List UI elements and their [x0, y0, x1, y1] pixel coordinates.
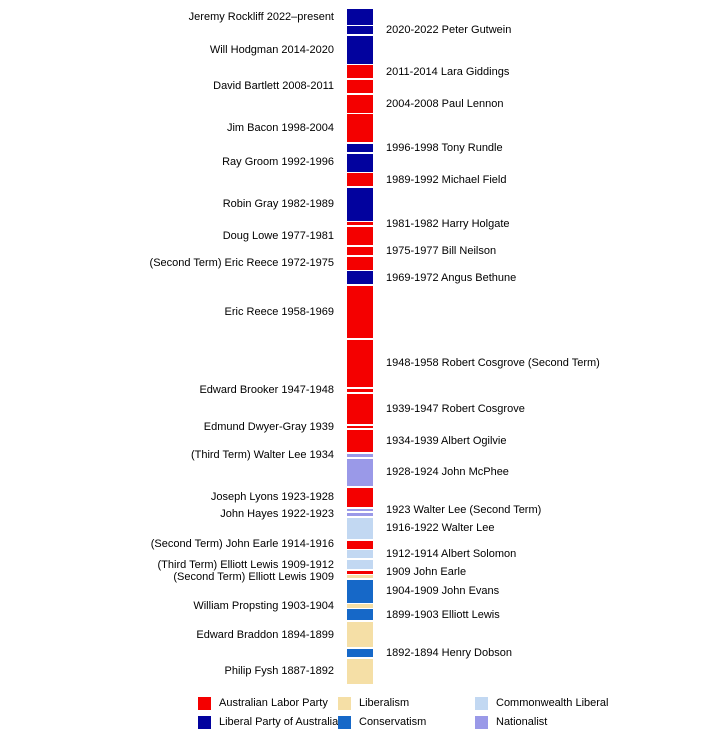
timeline-segment — [347, 571, 373, 574]
segment-label-right: 1899-1903 Elliott Lewis — [386, 608, 500, 621]
legend-swatch-nationalist — [475, 716, 488, 729]
segment-label-left: Jeremy Rockliff 2022–present — [188, 10, 334, 23]
timeline-segment — [347, 541, 373, 549]
segment-label-right: 1948-1958 Robert Cosgrove (Second Term) — [386, 357, 600, 370]
timeline-segment — [347, 188, 373, 221]
segment-label-left: William Propsting 1903-1904 — [193, 599, 334, 612]
segment-label-left: Robin Gray 1982-1989 — [222, 198, 334, 210]
timeline-segment — [347, 604, 373, 607]
segment-label-right: 1928-1924 John McPhee — [386, 466, 509, 479]
timeline-segment — [347, 389, 373, 392]
timeline-segment — [347, 9, 373, 25]
segment-label-right: 1975-1977 Bill Neilson — [386, 244, 497, 257]
segment-label-left: David Bartlett 2008-2011 — [213, 80, 334, 93]
timeline-segment — [347, 454, 373, 457]
timeline-segment — [347, 659, 373, 684]
timeline-segment — [347, 257, 373, 270]
segment-label-right: 1989-1992 Michael Field — [386, 173, 507, 186]
segment-label-right: 1969-1972 Angus Bethune — [386, 271, 517, 284]
timeline-segment — [347, 36, 373, 64]
timeline-segment — [347, 430, 373, 452]
segment-label-right: 1904-1909 John Evans — [386, 585, 500, 598]
timeline-segment — [347, 488, 373, 507]
timeline-segment — [347, 80, 373, 93]
timeline-segment — [347, 173, 373, 186]
timeline-segment — [347, 222, 373, 225]
segment-label-right: 1909 John Earle — [386, 566, 467, 579]
timeline-segment — [347, 560, 373, 569]
segment-label-left: Edward Brooker 1947-1948 — [199, 384, 334, 397]
segment-label-left: (Third Term) Walter Lee 1934 — [190, 449, 334, 462]
timeline-segment — [347, 426, 373, 429]
segment-label-left: Philip Fysh 1887-1892 — [224, 665, 334, 677]
segment-label-right: 2004-2008 Paul Lennon — [386, 97, 504, 110]
segment-label-left: (Third Term) Elliott Lewis 1909-1912 — [157, 558, 334, 571]
segment-label-left: (Second Term) Elliott Lewis 1909 — [173, 570, 334, 583]
timeline-segment — [347, 509, 373, 512]
timeline-segment — [347, 95, 373, 113]
segment-label-right: 1996-1998 Tony Rundle — [386, 141, 503, 154]
legend-label: Commonwealth Liberal — [496, 697, 609, 709]
segment-label-right: 1892-1894 Henry Dobson — [386, 646, 512, 659]
legend-label: Liberalism — [359, 697, 410, 709]
segment-label-left: Doug Lowe 1977-1981 — [222, 229, 334, 242]
segment-label-right: 2020-2022 Peter Gutwein — [386, 24, 512, 37]
segment-label-left: Joseph Lyons 1923-1928 — [210, 491, 334, 504]
legend-swatch-labor — [198, 697, 211, 710]
segment-label-right: 1934-1939 Albert Ogilvie — [386, 435, 507, 447]
legend-swatch-commonwealth_liberal — [475, 697, 488, 710]
timeline-segment — [347, 609, 373, 620]
timeline-segment — [347, 247, 373, 255]
timeline-segment — [347, 227, 373, 245]
segment-label-left: Jim Bacon 1998-2004 — [226, 122, 334, 135]
segment-label-left: John Hayes 1922-1923 — [220, 508, 334, 521]
legend-label: Nationalist — [496, 716, 548, 728]
segment-label-left: Edward Braddon 1894-1899 — [196, 628, 334, 641]
segment-label-left: (Second Term) John Earle 1914-1916 — [150, 538, 334, 551]
segment-label-left: Will Hodgman 2014-2020 — [209, 43, 334, 56]
segment-label-right: 1981-1982 Harry Holgate — [386, 217, 510, 230]
timeline-segment — [347, 513, 373, 516]
segment-label-left: Ray Groom 1992-1996 — [222, 156, 334, 169]
segment-label-left: Eric Reece 1958-1969 — [224, 305, 334, 318]
timeline-segment — [347, 340, 373, 387]
timeline-segment — [347, 575, 373, 578]
legend-label: Liberal Party of Australia — [219, 716, 339, 728]
timeline-segment — [347, 26, 373, 34]
timeline-segment — [347, 580, 373, 603]
legend-swatch-liberal — [198, 716, 211, 729]
segment-label-right: 1912-1914 Albert Solomon — [386, 548, 517, 561]
timeline-segment — [347, 622, 373, 647]
segment-label-right: 1923 Walter Lee (Second Term) — [386, 503, 542, 516]
segment-label-right: 2011-2014 Lara Giddings — [386, 65, 510, 78]
timeline-segment — [347, 65, 373, 78]
timeline-segment — [347, 144, 373, 152]
timeline-segment — [347, 286, 373, 338]
timeline-segment — [347, 649, 373, 657]
segment-label-left: (Second Term) Eric Reece 1972-1975 — [149, 256, 334, 269]
timeline-segment — [347, 550, 373, 558]
timeline-segment — [347, 271, 373, 284]
timeline-segment — [347, 459, 373, 487]
segment-label-left: Edmund Dwyer-Gray 1939 — [203, 420, 334, 433]
legend-label: Australian Labor Party — [219, 697, 328, 709]
segment-label-right: 1916-1922 Walter Lee — [386, 522, 495, 534]
timeline-segment — [347, 154, 373, 172]
timeline-segment — [347, 114, 373, 142]
timeline-segment — [347, 394, 373, 424]
legend-swatch-liberalism — [338, 697, 351, 710]
legend-swatch-conservatism — [338, 716, 351, 729]
timeline-segment — [347, 518, 373, 539]
legend-label: Conservatism — [359, 716, 427, 728]
segment-label-right: 1939-1947 Robert Cosgrove — [386, 402, 525, 415]
